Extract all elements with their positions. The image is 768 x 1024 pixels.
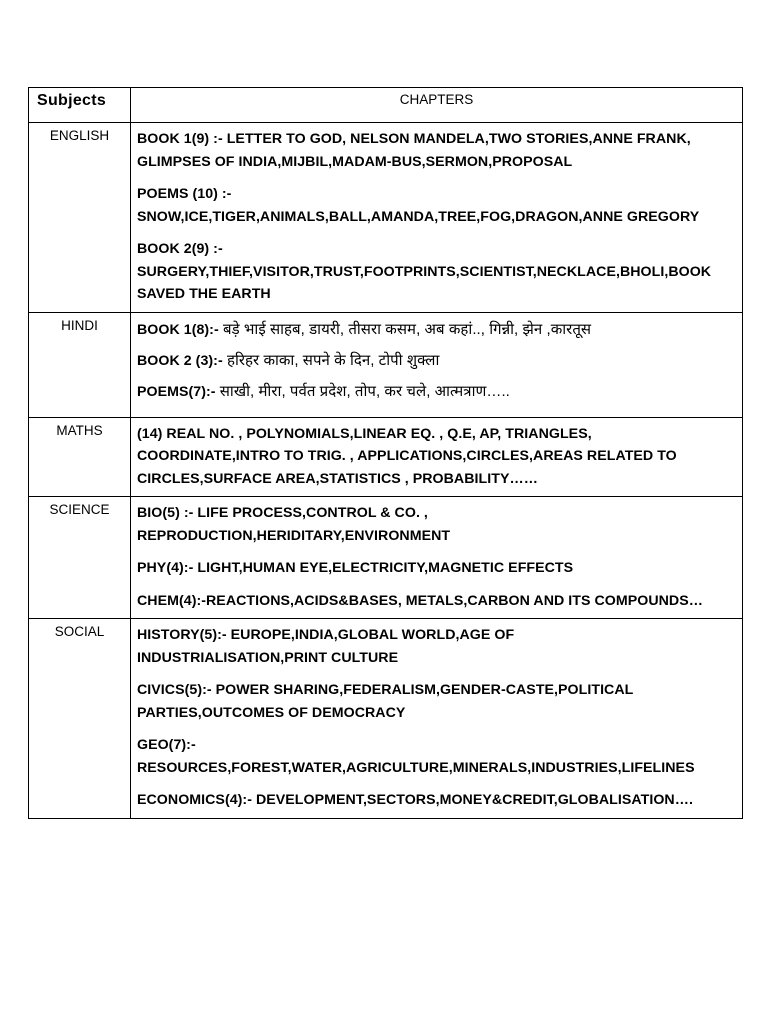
table-row <box>29 123 743 313</box>
entry-text: SURGERY,THIEF,VISITOR,TRUST,FOOTPRINTS,SCIENTIST,NECKLACE,BHOLI,BOOK SAVED THE EARTH <box>137 263 712 302</box>
entry-heading: POEMS (10) :- <box>137 186 232 202</box>
table-row <box>29 497 743 619</box>
entry-text: SNOW,ICE,TIGER,ANIMALS,BALL,AMANDA,TREE,FOG,DRAGON,ANNE GREGORY <box>137 208 700 225</box>
entry-text: INDUSTRIALISATION,PRINT CULTURE <box>137 649 399 666</box>
chapter-entry <box>137 734 738 779</box>
entry-text: हरिहर काका, सपने के दिन, टोपी शुक्ला <box>222 351 440 369</box>
entry-text: RESOURCES,FOREST,WATER,AGRICULTURE,MINERALS,INDUSTRIES,LIFELINES <box>137 759 695 776</box>
entry-heading: BOOK 2 (3):- <box>137 352 223 369</box>
chapter-entry <box>137 183 738 228</box>
chapter-entry <box>137 349 738 373</box>
chapters-cell <box>131 619 743 819</box>
entry-heading: (14) REAL NO. , POLYNOMIALS,LINEAR EQ. , Q.E, AP, TRIANGLES, <box>137 425 592 442</box>
entry-heading: BOOK 1(8):- <box>137 321 219 338</box>
subject-name: SCIENCE <box>29 497 131 619</box>
chapter-entry <box>137 380 738 404</box>
subjects-header: Subjects <box>29 88 131 123</box>
chapter-entry <box>137 238 738 306</box>
entry-heading: BIO(5) :- LIFE PROCESS,CONTROL & CO. , <box>137 505 428 521</box>
entry-text: PARTIES,OUTCOMES OF DEMOCRACY <box>137 704 406 721</box>
chapters-header: CHAPTERS <box>131 88 743 123</box>
chapters-cell <box>131 123 743 313</box>
chapter-entry <box>137 624 738 669</box>
subject-name: ENGLISH <box>29 123 131 313</box>
chapter-entry <box>137 128 738 173</box>
entry-heading: BOOK 2(9) :- <box>137 241 223 257</box>
subject-name: MATHS <box>29 417 131 497</box>
table-row <box>29 312 743 417</box>
subject-name: SOCIAL <box>29 619 131 819</box>
entry-heading: HISTORY(5):- EUROPE,INDIA,GLOBAL WORLD,AGE OF <box>137 627 515 643</box>
chapter-entry <box>137 318 738 342</box>
entry-text: साखी, मीरा, पर्वत प्रदेश, तोप, कर चले, आत्मत्राण….. <box>215 382 510 400</box>
chapter-entry <box>137 789 738 812</box>
syllabus-table <box>28 87 743 819</box>
chapter-entry <box>137 557 738 580</box>
entry-text: बड़े भाई साहब, डायरी, तीसरा कसम, अब कहां.., गिन्नी, झेन ,कारतूस <box>218 320 592 338</box>
entry-heading: PHY(4):- LIGHT,HUMAN EYE,ELECTRICITY,MAGNETIC EFFECTS <box>137 560 574 576</box>
entry-text: GLIMPSES OF INDIA,MIJBIL,MADAM-BUS,SERMON,PROPOSAL <box>137 153 573 170</box>
table-header-row <box>29 88 743 123</box>
chapters-cell <box>131 497 743 619</box>
entry-heading: GEO(7):- <box>137 737 196 753</box>
entry-heading: CHEM(4):-REACTIONS,ACIDS&BASES, METALS,CARBON AND ITS COMPOUNDS… <box>137 592 703 609</box>
entry-heading: CIVICS(5):- POWER SHARING,FEDERALISM,GENDER-CASTE,POLITICAL <box>137 682 634 698</box>
entry-heading: BOOK 1(9) :- LETTER TO GOD, NELSON MANDELA,TWO STORIES,ANNE FRANK, <box>137 131 691 147</box>
chapters-cell <box>131 417 743 497</box>
table-row <box>29 417 743 497</box>
chapters-cell <box>131 312 743 417</box>
chapter-entry <box>137 679 738 724</box>
table-row <box>29 619 743 819</box>
chapter-entry <box>137 590 738 613</box>
entry-text: REPRODUCTION,HERIDITARY,ENVIRONMENT <box>137 527 451 544</box>
entry-text: COORDINATE,INTRO TO TRIG. , APPLICATIONS,CIRCLES,AREAS RELATED TO CIRCLES,SURFACE AREA,STATISTICS , PROBABILITY…… <box>137 448 677 487</box>
entry-heading: ECONOMICS(4):- DEVELOPMENT,SECTORS,MONEY&CREDIT,GLOBALISATION…. <box>137 792 693 808</box>
subject-name: HINDI <box>29 312 131 417</box>
chapter-entry <box>137 423 738 491</box>
chapter-entry <box>137 502 738 547</box>
entry-heading: POEMS(7):- <box>137 383 216 400</box>
